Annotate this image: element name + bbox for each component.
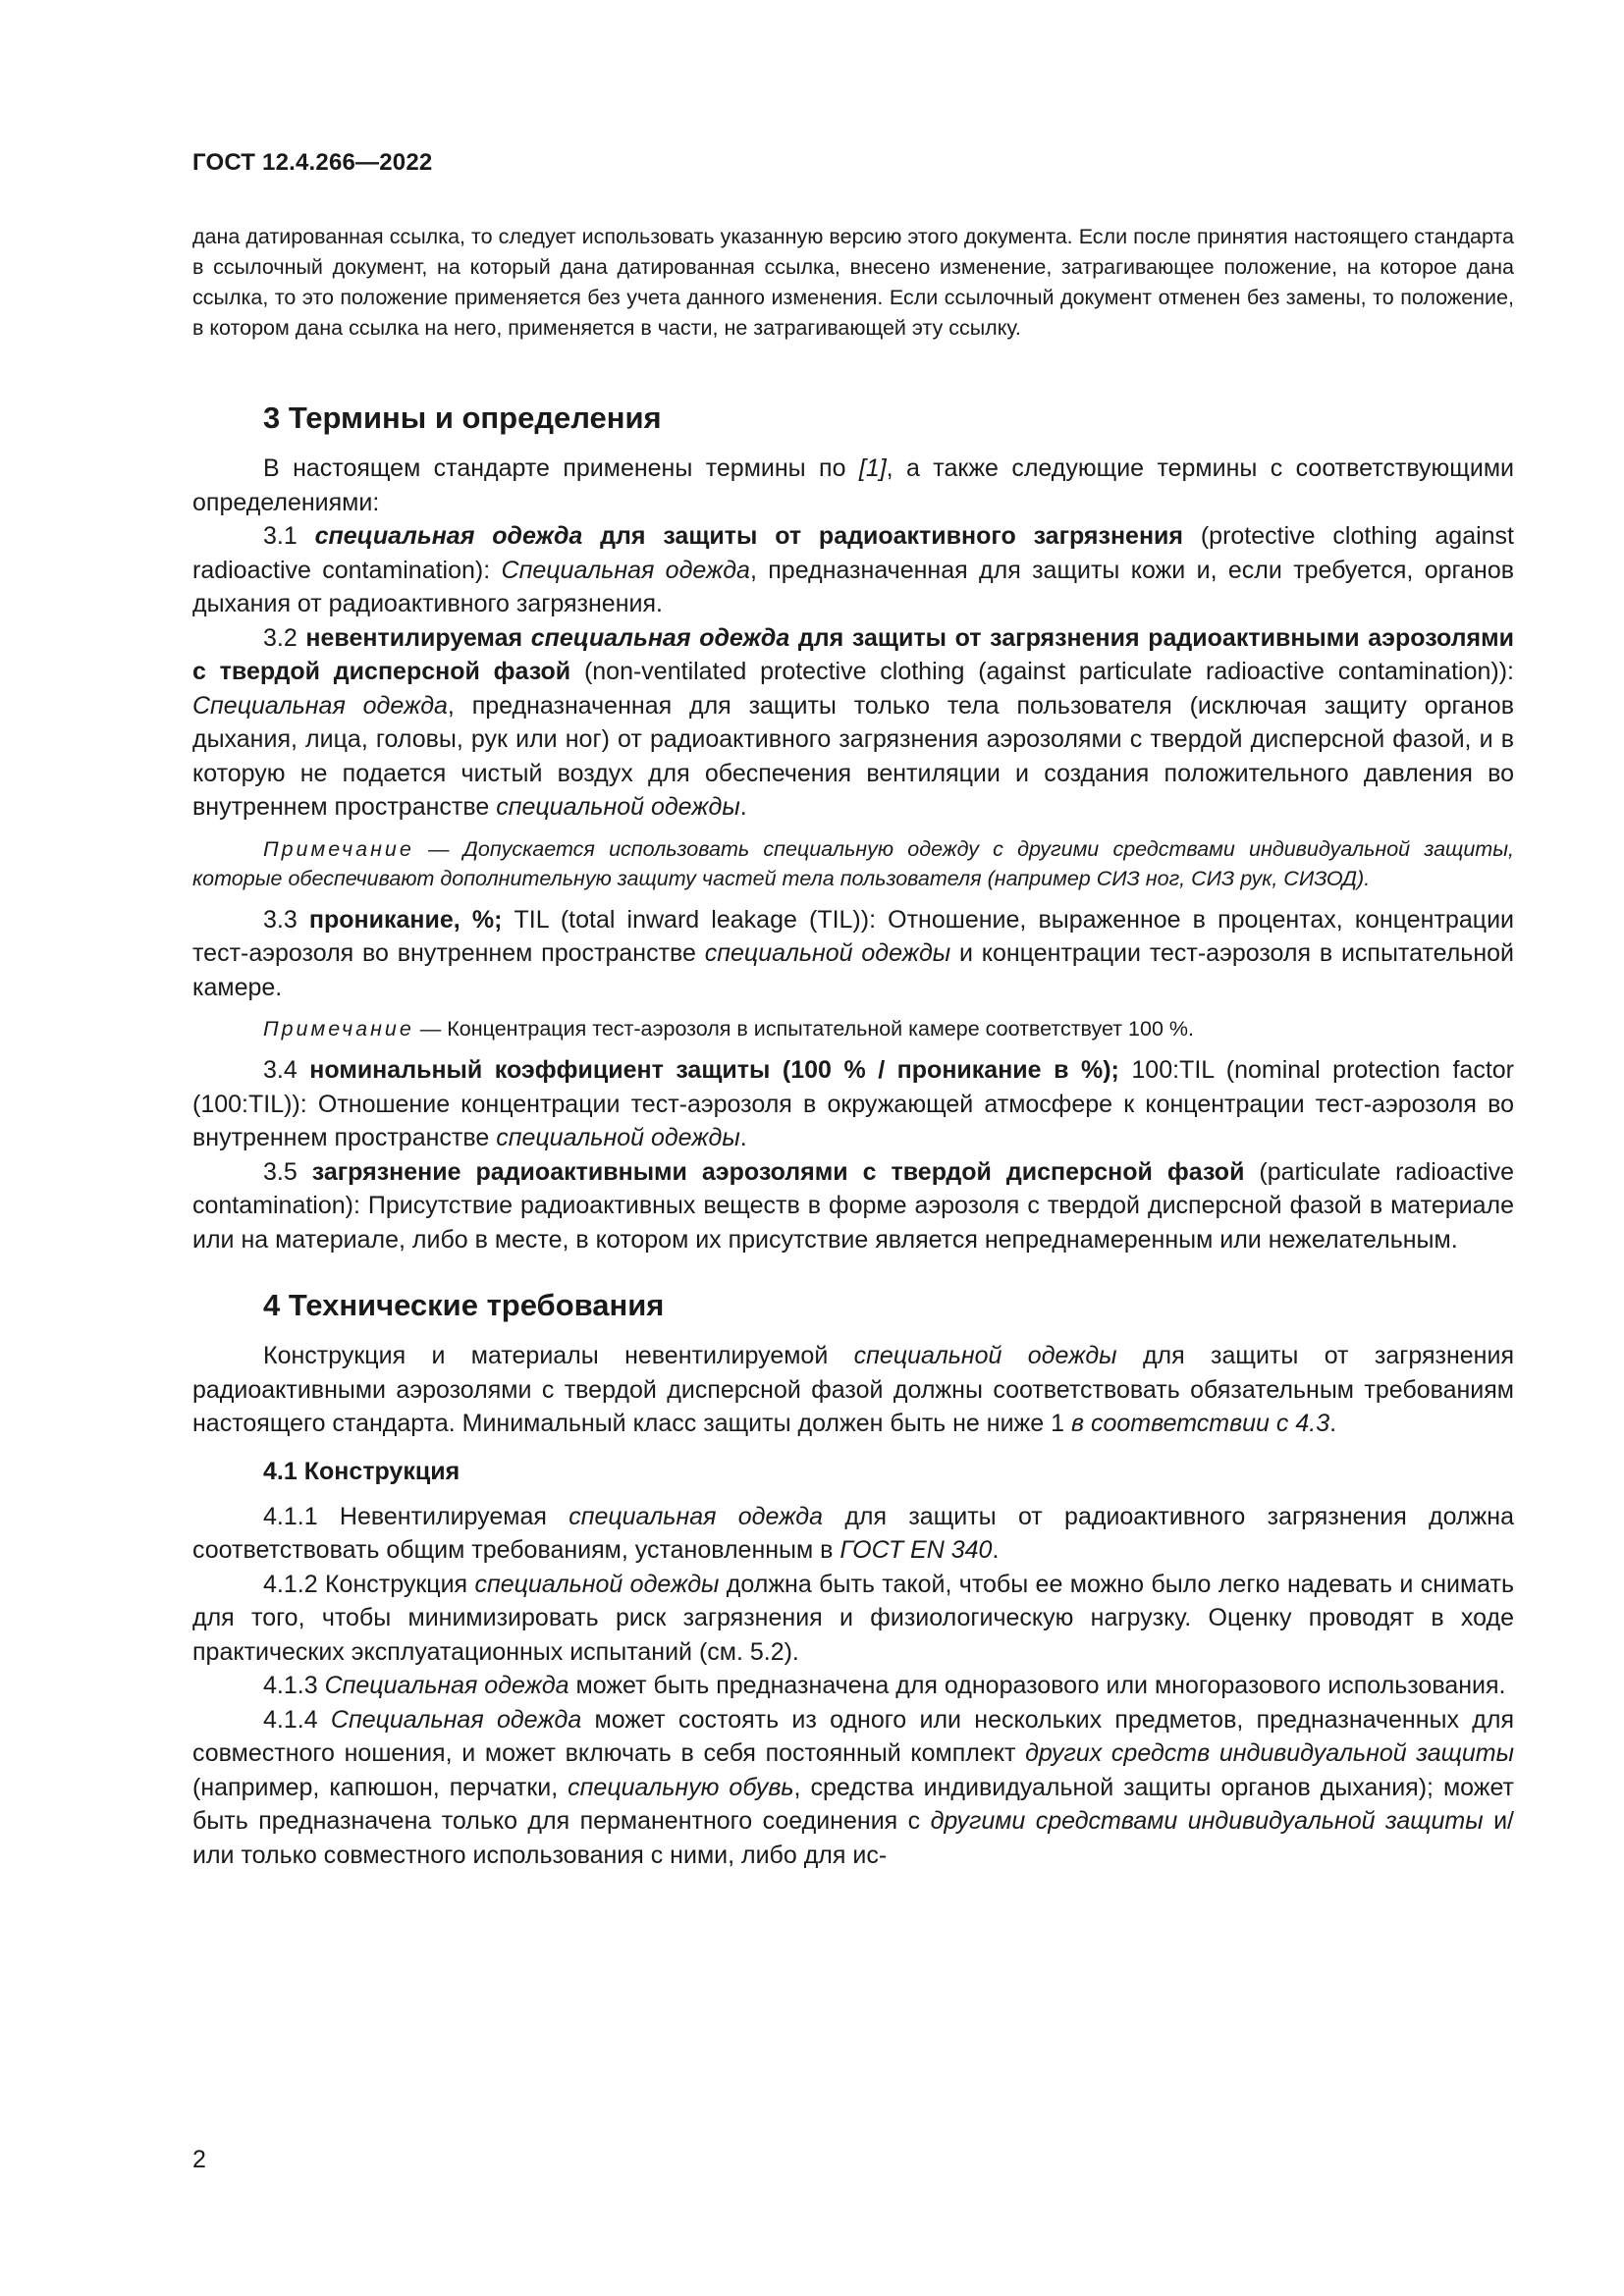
term-3-5: 3.5 загрязнение радиоактивными аэрозолями с твердой дисперсной фазой (particulate radioactive contamination): Присутствие радиоактивных веществ в форме аэрозоля с твердой дисперсной фазой в материале или на материале, либо в месте, в котором их присутствие является непреднамеренным или нежелательным.	[192, 1157, 1515, 1254]
intro-paragraph: дана датированная ссылка, то следует использовать указанную версию этого документа. Если после принятия настоящего стандарта в ссылочный документ, на который дана датированная ссылка, внесено изменение, затрагивающее положение, на которое дана ссылка, то это положение применяется без учета данного изменения. Если ссылочный документ отменен без замены, то положение, в котором дана ссылка на него, применяется в части, не затрагивающей эту ссылку.	[192, 225, 1514, 340]
term-3-3: 3.3 проникание, %; TIL (total inward leakage (TIL)): Отношение, выраженное в процентах, концентрации тест-аэрозоля во внутреннем пространстве специальной одежды и концентрации тест-аэрозоля в испытательной камере.	[192, 905, 1514, 1001]
term-3-1: 3.1 специальная одежда для защиты от радиоактивного загрязнения (protective clothing against radioactive contamination): Специальная одежда, предназначенная для защиты кожи и, если требуется, органов дыхания от радиоактивного загрязнения.	[192, 522, 1515, 617]
note-label: Примечание	[263, 1017, 414, 1041]
section-4-intro: Конструкция и материалы невентилируемой специальной одежды для защиты от загрязнения радиоактивными аэрозолями с твердой дисперсной фазой должны соответствовать обязательным требованиям настоящего стандарта. Минимальный класс защиты должен быть не ниже 1 в соответствии с 4.3.	[192, 1342, 1514, 1437]
page-number: 2	[192, 2146, 206, 2173]
note-label: Примечание	[263, 836, 414, 861]
section-3-heading: 3 Термины и определения	[263, 400, 662, 435]
section-4-heading: 4 Технические требования	[263, 1288, 665, 1322]
term-3-2: 3.2 невентилируемая специальная одежда для защиты от загрязнения радиоактивными аэрозолями с твердой дисперсной фазой (non-ventilated protective clothing (against particulate radioactive contamination)): Специальная одежда, предназначенная для защиты только тела пользователя (исключая защиту органов дыхания, лица, головы, рук или ног) от радиоактивного загрязнения аэрозолями с твердой дисперсной фазой, и в которую не подается чистый воздух для обеспечения вентиляции и создания положительного давления во внутреннем пространстве специальной одежды.	[192, 623, 1514, 821]
paragraph-4-1-2: 4.1.2 Конструкция специальной одежды должна быть такой, чтобы ее можно было легко надевать и снимать для того, чтобы минимизировать риск загрязнения и физиологическую нагрузку. Оценку проводят в ходе практических эксплуатационных испытаний (см. 5.2).	[192, 1570, 1514, 1666]
paragraph-4-1-1: 4.1.1 Невентилируемая специальная одежда для защиты от радиоактивного загрязнения должна соответствовать общим требованиям, установленным в ГОСТ EN 340.	[192, 1502, 1514, 1564]
note-2: Примечание — Концентрация тест-аэрозоля в испытательной камере соответствует 100 %.	[263, 1017, 1194, 1041]
paragraph-4-1-4: 4.1.4 Специальная одежда может состоять из одного или нескольких предметов, предназначенных для совместного ношения, и может включать в себя постоянный комплект других средств индивидуальной защиты (например, капюшон, перчатки, специальную обувь, средства индивидуальной защиты органов дыхания); может быть предназначена только для перманентного соединения с другими средствами индивидуальной защиты и/или только совместного использования с ними, либо для ис-	[192, 1705, 1515, 1869]
section-3-intro: В настоящем стандарте применены термины по [1], а также следующие термины с соответствующими определениями:	[192, 454, 1514, 516]
subsection-4-1-heading: 4.1 Конструкция	[263, 1457, 460, 1485]
paragraph-4-1-3: 4.1.3 Специальная одежда может быть предназначена для одноразового или многоразового использования.	[263, 1672, 1506, 1699]
term-3-4: 3.4 номинальный коэффициент защиты (100 % / проникание в %); 100:TIL (nominal protection factor (100:TIL)): Отношение концентрации тест-аэрозоля в окружающей атмосфере к концентрации тест-аэрозоля во внутреннем пространстве специальной одежды.	[192, 1056, 1514, 1151]
note-1: Примечание — Допускается использовать специальную одежду с другими средствами индивидуальной защиты, которые обеспечивают дополнительную защиту частей тела пользователя (например СИЗ ног, СИЗ рук, СИЗОД).	[192, 836, 1514, 890]
standard-header: ГОСТ 12.4.266—2022	[192, 149, 433, 176]
reference-link: [1]	[858, 454, 887, 482]
page-content	[192, 222, 1514, 1872]
